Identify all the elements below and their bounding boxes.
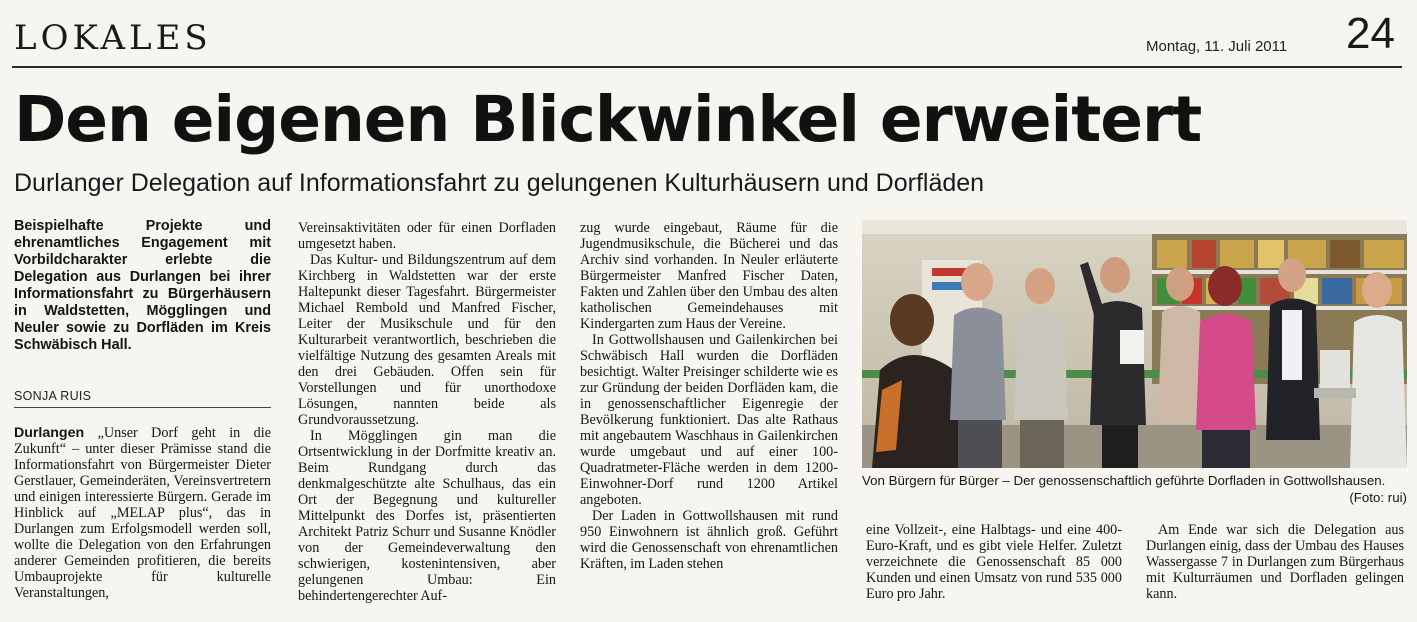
- column-3-paragraph-3: Der Laden in Gottwollshausen mit rund 950 Einwohnern ist ähnlich groß. Geführt wird die Genossenschaft von ehrenamtlichen Kräften, im Laden stehen: [580, 508, 838, 572]
- photo-credit: (Foto: rui): [1349, 490, 1407, 505]
- article-column-5: [1146, 522, 1404, 602]
- caption-text: Von Bürgern für Bürger – Der genossenschaftlich geführte Dorfladen in Gottwollshausen.: [862, 473, 1386, 488]
- column-2-paragraph-2: Das Kultur- und Bildungszentrum auf dem Kirchberg in Waldstetten war der erste Haltepunkt dieser Tagesfahrt. Bürgermeister Michael Rembold und Manfred Fischer, Leiter der Musikschule und für den Kulturarbeit verantwortlich, beschrieben die vielfältige Nutzung des gesamten Areals mit den drei Gebäuden. Offen sein für Vorstellungen und für unorthodoxe Lösungen, nannten beide als Grundvoraussetzung.: [298, 252, 556, 428]
- column-2-paragraph-1: Vereinsaktivitäten oder für einen Dorfladen umgesetzt haben.: [298, 220, 556, 252]
- page-number: 24: [1346, 9, 1395, 58]
- column-4-paragraph: eine Vollzeit-, eine Halbtags- und eine 400-Euro-Kraft, und es gibt viele Helfer. Zuletzt verzeichnete die Genossenschaft 85 000 Kunden und einen Umsatz von rund 535 000 Euro pro Jahr.: [866, 522, 1122, 602]
- article-subheadline: Durlanger Delegation auf Informationsfahrt zu gelungenen Kulturhäusern und Dorfläden: [14, 169, 985, 197]
- author-divider: [14, 407, 271, 408]
- column-1-paragraph: [14, 425, 271, 601]
- article-column-3: [580, 220, 838, 572]
- photo-caption: [862, 472, 1407, 506]
- article-column-2: [298, 220, 556, 604]
- dateline: Durlangen: [14, 425, 85, 441]
- dorfladen-photo: [862, 220, 1407, 468]
- column-3-paragraph-2: In Gottwollshausen und Gailenkirchen bei Schwäbisch Hall wurden die Dorfläden besichtigt. Walter Preisinger schilderte wie es zur Gründung der beiden Dorfläden kam, die in genossenschaftlicher Eigenregie der Bevölkerung funktioniert. Das alte Rathaus mit angebautem Waschhaus in Gailenkirchen wurde umgebaut und auf einer 100-Quadratmeter-Fläche werden in dem 1200-Einwohner-Dorf rund 1200 Artikel angeboten.: [580, 332, 838, 508]
- issue-date: Montag, 11. Juli 2011: [1146, 38, 1288, 55]
- section-title: LOKALES: [14, 18, 212, 58]
- column-1-text: „Unser Dorf geht in die Zukunft“ – unter dieser Prämisse stand die Informationsfahrt von Bürgermeister Dieter Gerstlauer, Gemeinderäten, Vereinsvertretern und einigen interessierte Bürgern. Gerade im Hinblick auf „MELAP plus“, das in Durlangen zum Erfolgsmodell werden soll, wollte die Delegation von den Erfahrungen anderer Gemeinden profitieren, die bereits Umbauprojekte für kulturelle Veranstaltungen,: [14, 425, 271, 601]
- masthead-rule: [12, 66, 1402, 68]
- article-headline: Den eigenen Blickwinkel erweitert: [14, 83, 1202, 156]
- article-author: SONJA RUIS: [14, 389, 92, 403]
- article-lead: Beispielhafte Projekte und ehrenamtliches Engagement mit Vorbildcharakter erlebte die Delegation aus Durlangen bei ihrer Informationsfahrt zu Bürgerhäusern in Waldstetten, Mögglingen und Neuler sowie zu Dorfläden im Kreis Schwäbisch Hall.: [14, 218, 271, 353]
- column-5-paragraph: Am Ende war sich die Delegation aus Durlangen einig, dass der Umbau des Hauses Wassergasse 7 in Durlangen zum Bürgerhaus mit Kulturräumen und Dorfladen gelingen kann.: [1146, 522, 1404, 602]
- article-column-1: [14, 425, 271, 601]
- article-column-4: [866, 522, 1122, 602]
- column-2-paragraph-3: In Mögglingen gin man die Ortsentwicklung in der Dorfmitte kreativ an. Beim Rundgang durch das denkmalgeschützte alte Schulhaus, das ein Ort der Begegnung und kultureller Mittelpunkt des Dorfes ist, präsentierten Architekt Patriz Schurr und Susanne Knödler von der Gemeindeverwaltung den schwierigen, kostenintensiven, aber gelungenen Umbau: Ein behindertengerechter Auf-: [298, 428, 556, 604]
- column-3-paragraph-1: zug wurde eingebaut, Räume für die Jugendmusikschule, die Bücherei und das Archiv sind vorhanden. In Neuler erläuterte Bürgermeister Manfred Fischer Daten, Fakten und Zahlen über den Umbau des alten katholischen Gemeindehauses mit Kindergarten zum Haus der Vereine.: [580, 220, 838, 332]
